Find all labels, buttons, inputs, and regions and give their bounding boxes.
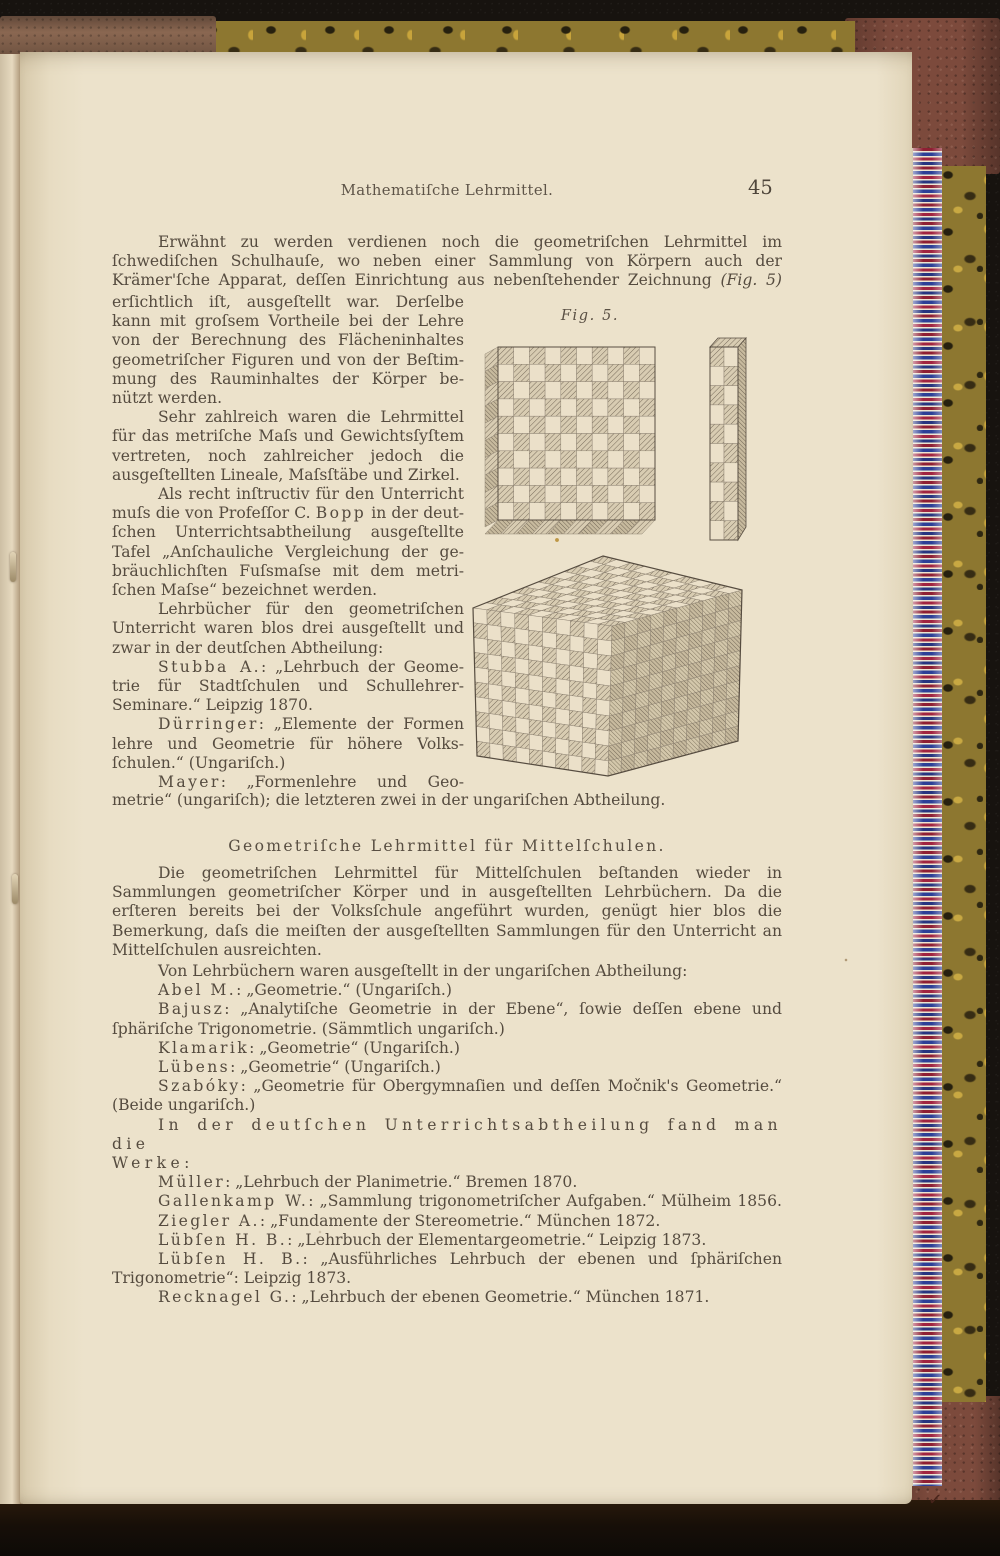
text-line — [112, 293, 464, 312]
page-number: 45 — [748, 176, 773, 199]
text-line — [112, 1173, 782, 1192]
text-segment: : „Formenlehre und Geo- — [220, 773, 464, 792]
book-block-bottom-edge — [0, 1500, 1000, 1556]
text-line — [112, 754, 464, 773]
text-line — [112, 1269, 782, 1288]
text-segment: muſs die von Profeſſor C. — [112, 504, 316, 523]
text-line — [112, 619, 464, 638]
text-segment: Bopp — [315, 504, 367, 523]
text-segment: Erwähnt zu werden verdienen noch die geometriſchen Lehrmittel im — [158, 233, 782, 251]
text-line — [112, 1020, 782, 1039]
figure-fig5 — [465, 335, 795, 805]
text-segment: : „Lehrbuch der Elementargeometrie.“ Leipzig 1873. — [287, 1230, 707, 1249]
text-segment: : „Lehrbuch der Planimetrie.“ Bremen 1870. — [225, 1173, 578, 1192]
text-line — [112, 562, 464, 581]
text-line — [112, 1058, 782, 1077]
text-segment: (Fig. 5) — [720, 271, 782, 290]
text-line — [112, 1212, 782, 1231]
paragraph-column-beside-figure — [112, 293, 464, 792]
text-segment: erſteren bereits bei der Volksſchule angeführt wurden, genügt hier blos die — [112, 902, 782, 921]
text-line — [112, 962, 782, 981]
text-line — [112, 922, 782, 941]
text-segment: : „Lehrbuch der Geome- — [261, 657, 465, 676]
text-segment: Szabóky — [158, 1077, 241, 1096]
text-segment: : „Lehrbuch der ebenen Geometrie.“ München 1871. — [291, 1288, 710, 1307]
text-segment: zwar in der deutſchen Abtheilung: — [112, 638, 384, 657]
text-segment: Gallenkamp W. — [158, 1192, 309, 1211]
running-header: Mathematiſche Lehrmittel. — [340, 182, 554, 199]
text-segment: : „Geometrie.“ (Ungariſch.) — [236, 981, 452, 1000]
figure-caption: Fig. 5. — [560, 308, 620, 324]
text-line — [112, 408, 464, 427]
text-line — [112, 941, 782, 960]
text-segment: : „Geometrie für Obergymnaſien und deſſen Močnik's Geometrie.“ — [240, 1077, 782, 1096]
text-segment: : „Geometrie“ (Ungariſch.) — [249, 1038, 460, 1057]
text-segment: : „Elemente der Formen — [258, 715, 464, 734]
text-segment: ſchulen.“ (Ungariſch.) — [112, 753, 286, 772]
text-line — [112, 1039, 782, 1058]
marbled-endpaper-fore-edge — [911, 148, 942, 1486]
text-segment: Mittelſchulen ausreichten. — [112, 940, 322, 959]
text-segment: : „Analytiſche Geometrie in der Ebene“, ſowie deſſen ebene und — [224, 1000, 782, 1019]
text-segment: Recknagel G. — [158, 1288, 292, 1307]
binding-stitch — [12, 874, 18, 904]
figure-checkered-stick — [710, 338, 746, 540]
text-segment: ſphäriſche Trigonometrie. (Sämmtlich ungariſch.) — [112, 1019, 505, 1038]
text-line — [112, 466, 464, 485]
text-line — [112, 485, 464, 504]
figure-checkered-plate — [485, 347, 655, 534]
text-segment: von der Berechnung des Flächeninhaltes — [112, 331, 464, 350]
text-segment: in der deut- — [366, 504, 464, 523]
cover-marbled-paper-top-band — [200, 21, 855, 55]
text-segment: trie für Stadtſchulen und Schullehrer- — [112, 677, 464, 696]
text-line — [112, 735, 464, 754]
text-line — [112, 543, 464, 562]
text-segment: Tafel „Anſchauliche Vergleichung der ge- — [112, 542, 464, 561]
text-segment: Lübſen H. B. — [158, 1230, 288, 1249]
text-segment: ſchen Unterrichtsabtheilung ausgeſtellte — [112, 523, 464, 542]
text-line — [112, 1250, 782, 1269]
text-segment: kann mit groſsem Vortheile bei der Lehre — [112, 312, 464, 331]
text-segment: Die geometriſchen Lehrmittel für Mittelſchulen beſtanden wieder in — [158, 864, 782, 882]
text-segment: Bajusz — [158, 1000, 225, 1019]
text-line — [112, 1077, 782, 1096]
text-segment: für das metriſche Maſs und Gewichtsſyſtem — [112, 427, 464, 446]
text-segment: nützt werden. — [112, 389, 223, 408]
text-line — [112, 252, 782, 271]
text-segment: Sehr zahlreich waren die Lehrmittel — [158, 408, 464, 427]
text-segment: vertreten, noch zahlreicher jedoch die — [112, 446, 464, 465]
text-segment: Lübſen H. B. — [158, 1250, 303, 1269]
text-line — [112, 523, 464, 542]
text-segment: : „Sammlung trigonometriſcher Aufgaben.“ Mülheim 1856. — [308, 1192, 782, 1211]
text-segment: Klamarik — [158, 1038, 250, 1057]
previous-page-edge — [0, 54, 22, 1504]
text-segment: : „Fundamente der Stereometrie.“ München 1872. — [259, 1211, 661, 1230]
check-mark: ✓ — [926, 1489, 944, 1511]
text-line — [112, 791, 782, 810]
text-segment: Ziegler A. — [158, 1211, 260, 1230]
text-line — [112, 902, 782, 921]
text-segment: Werke: — [112, 1154, 194, 1173]
figure-checkered-cube — [473, 556, 742, 776]
text-line — [112, 1096, 782, 1115]
text-line — [112, 715, 464, 734]
text-line — [112, 427, 464, 446]
text-segment: bräuchlichſten Fuſsmaſse mit dem metri- — [112, 561, 464, 580]
page — [20, 52, 912, 1504]
text-segment: ausgeſtellten Lineale, Maſsſtäbe und Zirkel. — [112, 465, 460, 484]
text-segment: Als recht inſtructiv für den Unterricht — [158, 485, 464, 504]
text-line — [112, 233, 782, 252]
text-segment: metrie“ (ungariſch); die letzteren zwei in der ungariſchen Abtheilung. — [112, 791, 666, 809]
text-line — [112, 639, 464, 658]
text-line — [112, 331, 464, 350]
text-segment: Trigonometrie“: Leipzig 1873. — [112, 1269, 352, 1288]
text-line — [112, 1116, 782, 1154]
text-line — [112, 504, 464, 523]
section-heading: Geometriſche Lehrmittel für Mittelſchulen. — [228, 837, 666, 855]
text-segment: Seminare.“ Leipzig 1870. — [112, 696, 313, 715]
text-line — [112, 1288, 782, 1307]
text-segment: Unterricht waren blos drei ausgeſtellt und — [112, 619, 464, 638]
text-segment: Dürringer — [158, 715, 259, 734]
text-line — [112, 389, 464, 408]
text-segment: Bemerkung, daſs die meiſten der ausgeſtellten Sammlungen für den Unterricht an — [112, 921, 782, 940]
text-line — [112, 981, 782, 1000]
text-segment: mung des Rauminhaltes der Körper be- — [112, 369, 464, 388]
book-list — [112, 962, 782, 1308]
paragraph-intro — [112, 233, 782, 291]
text-segment: Lehrbücher für den geometriſchen — [158, 600, 464, 619]
text-segment: In der deutſchen Unterrichtsabtheilung fand man die — [112, 1115, 782, 1153]
text-segment: : „Ausführliches Lehrbuch der ebenen und ſphäriſchen — [302, 1250, 782, 1269]
text-line — [112, 370, 464, 389]
text-segment: erſichtlich iſt, ausgeſtellt war. Derſelbe — [112, 293, 464, 311]
text-segment: Abel M. — [158, 981, 237, 1000]
text-line — [112, 1154, 782, 1173]
cover-marbled-paper-right — [936, 166, 986, 1402]
text-segment: (Beide ungariſch.) — [112, 1096, 256, 1115]
text-line — [112, 447, 464, 466]
paragraph-continuation — [112, 791, 782, 810]
text-line — [112, 1231, 782, 1250]
text-segment: Mayer — [158, 773, 221, 792]
text-line — [112, 351, 464, 370]
text-line — [112, 658, 464, 677]
binding-stitch — [10, 552, 16, 582]
text-segment: Sammlungen geometriſcher Körper und in ausgeſtellten Lehrbüchern. Da die — [112, 883, 782, 902]
text-line — [112, 696, 464, 715]
text-segment: Von Lehrbüchern waren ausgeſtellt in der ungariſchen Abtheilung: — [158, 962, 688, 980]
text-segment: Lübens — [158, 1058, 231, 1077]
text-line — [112, 581, 464, 600]
text-line — [112, 600, 464, 619]
paragraph-mittelschulen — [112, 864, 782, 960]
text-line — [112, 1000, 782, 1019]
text-segment: geometriſcher Figuren und von der Beſtim- — [112, 350, 464, 369]
text-line — [112, 773, 464, 792]
text-segment: Krämer'ſche Apparat, deſſen Einrichtung aus nebenſtehender Zeichnung — [112, 271, 721, 290]
text-segment: Stubba A. — [158, 657, 261, 676]
text-line — [112, 1192, 782, 1211]
text-line — [112, 883, 782, 902]
text-segment: ſchen Maſse“ bezeichnet werden. — [112, 581, 378, 600]
text-line — [112, 312, 464, 331]
text-line — [112, 271, 782, 290]
text-segment: ſchwediſchen Schulhauſe, wo neben einer Sammlung von Körpern auch der — [112, 252, 782, 271]
figure-drawing — [465, 335, 795, 805]
text-line — [112, 864, 782, 883]
text-line — [112, 677, 464, 696]
text-segment: : „Geometrie“ (Ungariſch.) — [230, 1058, 441, 1077]
text-segment: lehre und Geometrie für höhere Volks- — [112, 734, 464, 753]
text-segment: Müller — [158, 1173, 226, 1192]
